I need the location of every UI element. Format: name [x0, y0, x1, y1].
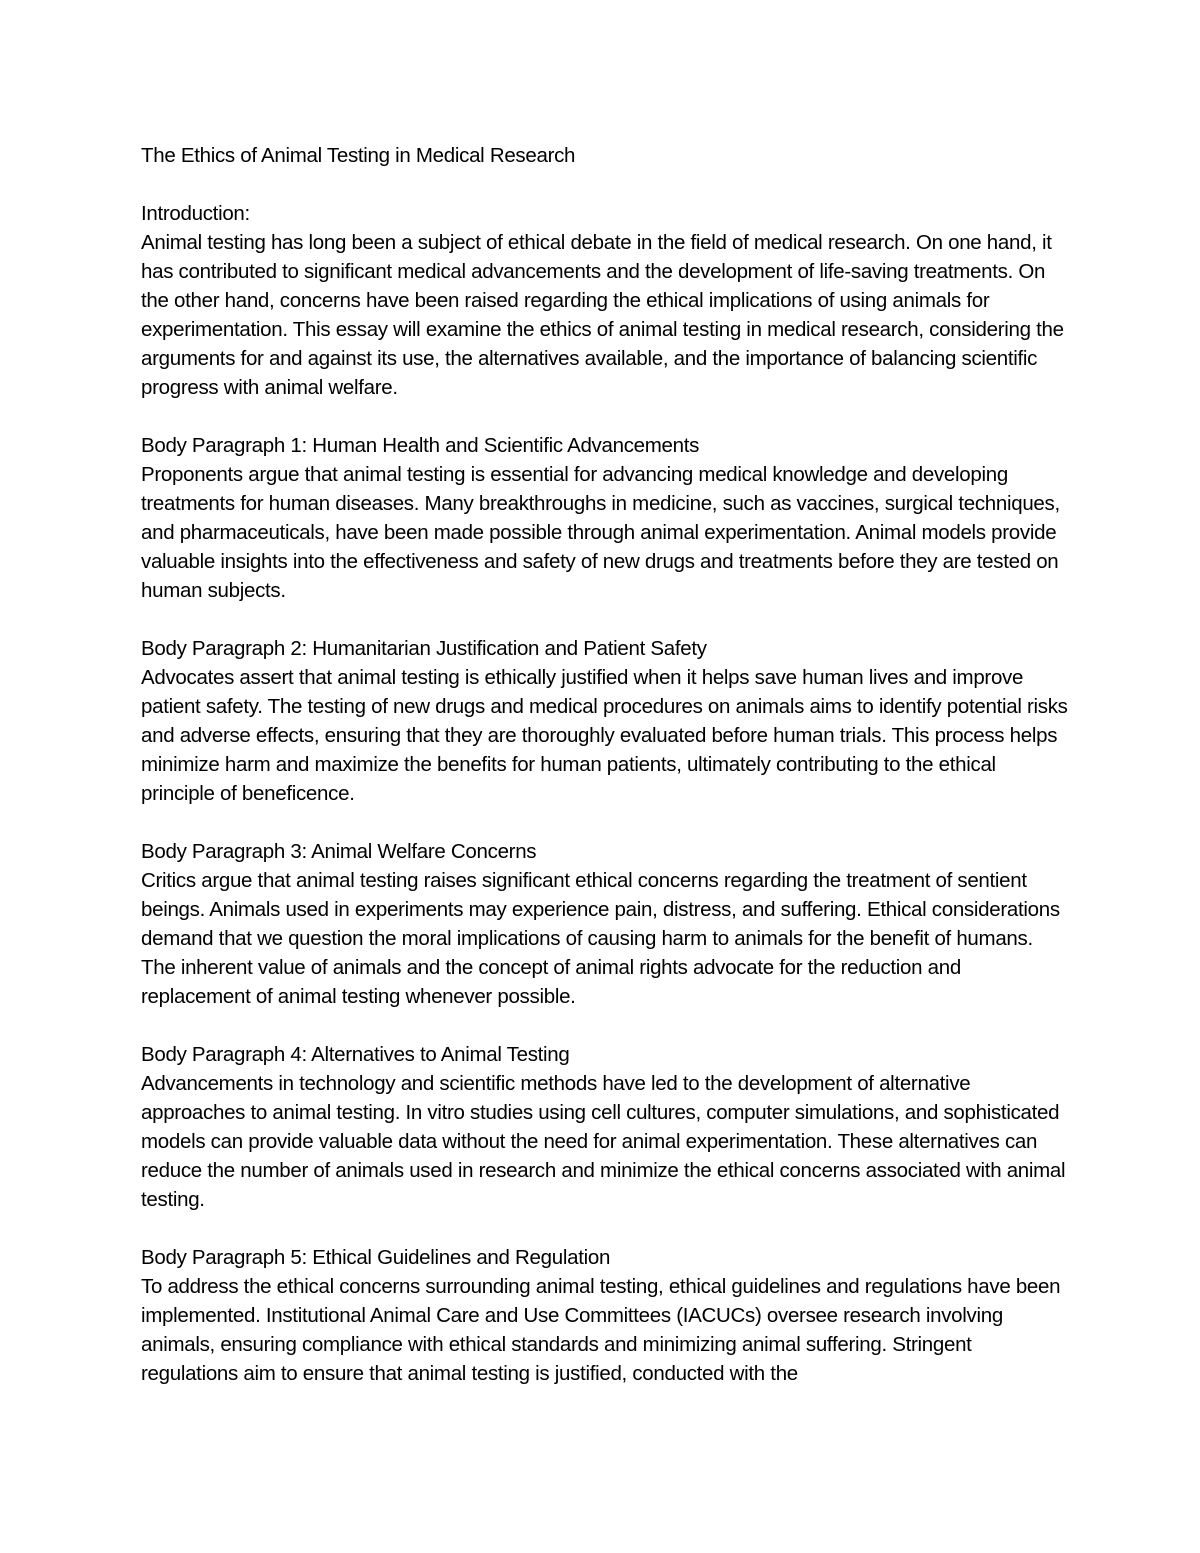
section-body-paragraph-1 [141, 431, 1071, 605]
section-heading: Body Paragraph 2: Humanitarian Justification and Patient Safety [141, 637, 707, 660]
section-body-paragraph-4 [141, 1040, 1071, 1214]
section-body-paragraph-5 [141, 1243, 1071, 1388]
document-title: The Ethics of Animal Testing in Medical Research [141, 144, 576, 167]
section-heading: Introduction: [141, 202, 250, 225]
section-body-paragraph-2 [141, 634, 1071, 808]
section-body: Advocates assert that animal testing is ethically justified when it helps save human lives and improve patient safety. The testing of new drugs and medical procedures on animals aims to identify potential risks and adverse effects, ensuring that they are thoroughly evaluated before human trials. This process helps minimize harm and maximize the benefits for human patients, ultimately contributing to the ethical principle of beneficence. [141, 666, 1068, 805]
section-body: Proponents argue that animal testing is essential for advancing medical knowledge and developing treatments for human diseases. Many breakthroughs in medicine, such as vaccines, surgical techniques, and pharmaceuticals, have been made possible through animal experimentation. Animal models provide valuable insights into the effectiveness and safety of new drugs and treatments before they are tested on human subjects. [141, 463, 1060, 602]
section-body: Critics argue that animal testing raises significant ethical concerns regarding the treatment of sentient beings. Animals used in experiments may experience pain, distress, and suffering. Ethical considerations demand that we question the moral implications of causing harm to animals for the benefit of humans. The inherent value of animals and the concept of animal rights advocate for the reduction and replacement of animal testing whenever possible. [141, 869, 1060, 1008]
section-body: To address the ethical concerns surrounding animal testing, ethical guidelines and regulations have been implemented. Institutional Animal Care and Use Committees (IACUCs) oversee research involving animals, ensuring compliance with ethical standards and minimizing animal suffering. Stringent regulations aim to ensure that animal testing is justified, conducted with the [141, 1275, 1061, 1385]
section-heading: Body Paragraph 5: Ethical Guidelines and Regulation [141, 1246, 611, 1269]
section-introduction [141, 199, 1071, 402]
section-heading: Body Paragraph 4: Alternatives to Animal Testing [141, 1043, 570, 1066]
section-body: Advancements in technology and scientific methods have led to the development of alternative approaches to animal testing. In vitro studies using cell cultures, computer simulations, and sophisticated models can provide valuable data without the need for animal experimentation. These alternatives can reduce the number of animals used in research and minimize the ethical concerns associated with animal testing. [141, 1072, 1066, 1211]
section-heading: Body Paragraph 3: Animal Welfare Concerns [141, 840, 537, 863]
section-heading: Body Paragraph 1: Human Health and Scientific Advancements [141, 434, 700, 457]
section-body: Animal testing has long been a subject of ethical debate in the field of medical research. On one hand, it has contributed to significant medical advancements and the development of life-saving treatments. On the other hand, concerns have been raised regarding the ethical implications of using animals for experimentation. This essay will examine the ethics of animal testing in medical research, considering the arguments for and against its use, the alternatives available, and the importance of balancing scientific progress with animal welfare. [141, 231, 1064, 399]
document-page [141, 141, 1071, 1388]
section-body-paragraph-3 [141, 837, 1071, 1011]
